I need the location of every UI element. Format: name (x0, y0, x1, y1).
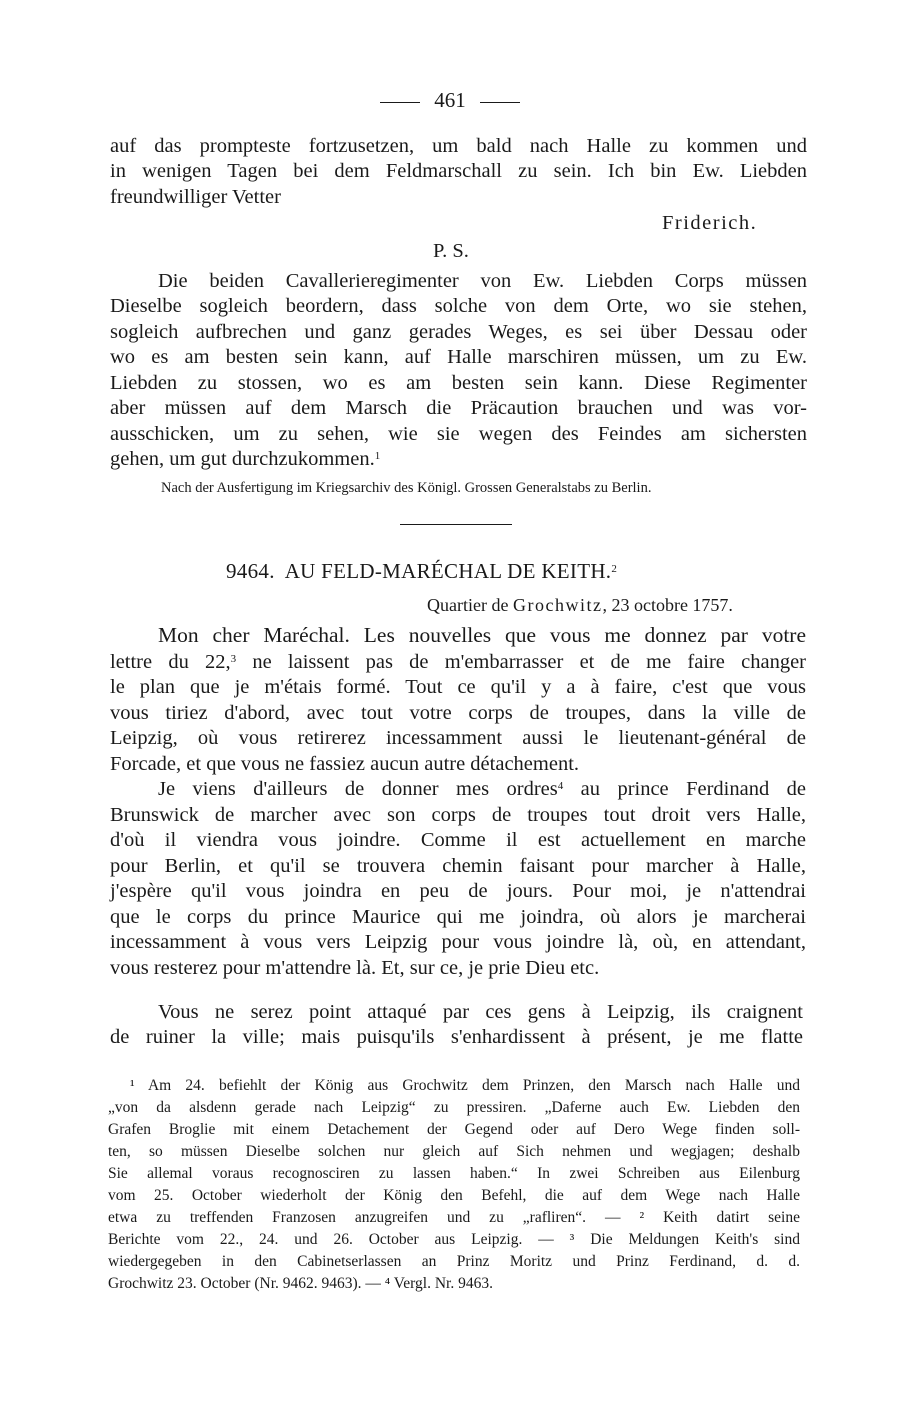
ps-last-text: gehen, um gut durchzukommen. (110, 448, 375, 470)
ps-line-last (110, 447, 380, 472)
place-date-text: , 23 octobre 1757. (602, 595, 733, 615)
letter2-line: incessamment à vous vers Leipzig pour vous joindre là, où, en attendant, (110, 931, 806, 953)
source-note: Nach der Ausfertigung im Kriegsarchiv des Königl. Grossen Generalstabs zu Berlin. (161, 480, 652, 496)
footnote-line: Grafen Broglie mit einem Detachement der Gegend oder auf Dero Wege finden soll- (108, 1121, 800, 1138)
letter2-text: ne laissent pas de m'embarrasser et de me faire changer (236, 651, 806, 673)
letter-line: auf das prompteste fortzusetzen, um bald nach Halle zu kommen und (110, 135, 807, 157)
footnote-line-last: Grochwitz 23. October (Nr. 9462. 9463). — ⁴ Vergl. Nr. 9463. (108, 1275, 493, 1292)
footnote-ref-4: 4 (557, 780, 564, 792)
place-date (427, 593, 733, 618)
letter-line: in wenigen Tagen bei dem Feldmarschall zu sein. Ich bin Ew. Liebden (110, 160, 807, 182)
footnote-line: wiedergegeben in den Cabinetserlassen an Prinz Moritz und Prinz Ferdinand, d. d. (108, 1253, 800, 1270)
letter2-line: Mon cher Maréchal. Les nouvelles que vous me donnez par votre (158, 623, 806, 647)
ps-line: Dieselbe sogleich beordern, dass solche von dem Orte, wo sie stehen, (110, 295, 807, 317)
letter2-text: Je viens d'ailleurs de donner mes ordres (158, 778, 558, 800)
letter2-line: vous tiriez d'abord, avec tout votre corps de troupes, dans la ville de (110, 702, 806, 724)
letter2-line: vous resterez pour m'attendre là. Et, sur ce, je prie Dieu etc. (110, 957, 600, 979)
ps-line: Liebden zu stossen, wo es am besten sein kann. Diese Regimenter (110, 372, 807, 394)
footnote-ref-1: 1 (374, 450, 381, 462)
header-dash-left (380, 102, 420, 103)
place-prefix: Quartier de (427, 595, 509, 615)
ps-line: aber müssen auf dem Marsch die Präcaution brauchen und was vor- (110, 397, 807, 419)
letter2-line: d'où il viendra vous joindre. Comme il est actuellement en marche (110, 829, 806, 851)
ps2-line: de ruiner la ville; mais puisqu'ils s'enhardissent à présent, je me flatte (110, 1026, 803, 1048)
footnote-line: ¹ Am 24. befiehlt der König aus Grochwitz dem Prinzen, den Marsch nach Halle und (130, 1077, 800, 1094)
header-dash-right (480, 102, 520, 103)
footnote-line: etwa zu treffenden Franzosen anzugreifen und zu „rafliren“. — ² Keith datirt seine (108, 1209, 800, 1226)
letter2-line: Leipzig, où vous retirerez incessamment aussi le lieutenant-général de (110, 727, 806, 749)
ps2-line: Vous ne serez point attaqué par ces gens à Leipzig, ils craignent (158, 1001, 803, 1023)
letter2-line: j'espère qu'il vous joindra en peu de jours. Pour moi, je n'attendrai (110, 880, 806, 902)
footnote-line: „von da alsdenn gerade nach Leipzig“ zu pressiren. „Daferne auch Ew. Liebden den (108, 1099, 800, 1116)
ps-line: Die beiden Cavallerieregimenter von Ew. Liebden Corps müssen (158, 270, 807, 292)
letter2-line: pour Berlin, et qu'il se trouvera chemin faisant pour marcher à Halle, (110, 855, 806, 877)
section-divider (400, 524, 512, 525)
section-heading (226, 559, 617, 584)
section-title: AU FELD-MARÉCHAL DE KEITH. (284, 559, 612, 583)
letter2-text: au prince Ferdinand de (563, 778, 806, 800)
place-name: Grochwitz (512, 595, 603, 615)
letter2-line: que le corps du prince Maurice qui me joindra, où alors je marcherai (110, 906, 806, 928)
page-number-header (0, 88, 900, 113)
ps-line: wo es am besten sein kann, auf Halle marschiren müssen, um zu Ew. (110, 346, 807, 368)
footnote-line: Sie allemal voraus recognosciren zu lassen haben.“ In zwei Schreiben aus Eilenburg (108, 1165, 800, 1182)
ps-label: P. S. (433, 240, 469, 262)
footnote-line: vom 25. October wiederholt der König den Befehl, die auf dem Wege nach Halle (108, 1187, 800, 1204)
footnote-ref-2: 2 (611, 563, 618, 575)
page-number: 461 (434, 88, 466, 112)
footnote-ref-3: 3 (230, 653, 237, 665)
ps-line: ausschicken, um zu sehen, wie sie wegen des Feindes am sichersten (110, 423, 807, 445)
footnote-line: Berichte vom 22., 24. und 26. October aus Leipzig. — ³ Die Meldungen Keith's sind (108, 1231, 800, 1248)
letter2-line: Forcade, et que vous ne fassiez aucun autre détachement. (110, 753, 580, 775)
letter2-line: Brunswick de marcher avec son corps de troupes tout droit vers Halle, (110, 804, 806, 826)
section-number: 9464. (226, 559, 275, 583)
letter2-line (110, 650, 806, 675)
letter2-line (158, 777, 806, 802)
letter-closing: freundwilliger Vetter (110, 186, 281, 208)
signature: Friderich. (662, 212, 758, 234)
letter2-line: le plan que je m'étais formé. Tout ce qu'il y a à faire, c'est que vous (110, 676, 806, 698)
footnote-line: ten, so müssen Dieselbe solchen nur gleich auf Sich nehmen und wegjagen; deshalb (108, 1143, 800, 1160)
ps-line: sogleich aufbrechen und ganz gerades Weges, es sei über Dessau oder (110, 321, 807, 343)
letter2-text: lettre du 22, (110, 651, 231, 673)
